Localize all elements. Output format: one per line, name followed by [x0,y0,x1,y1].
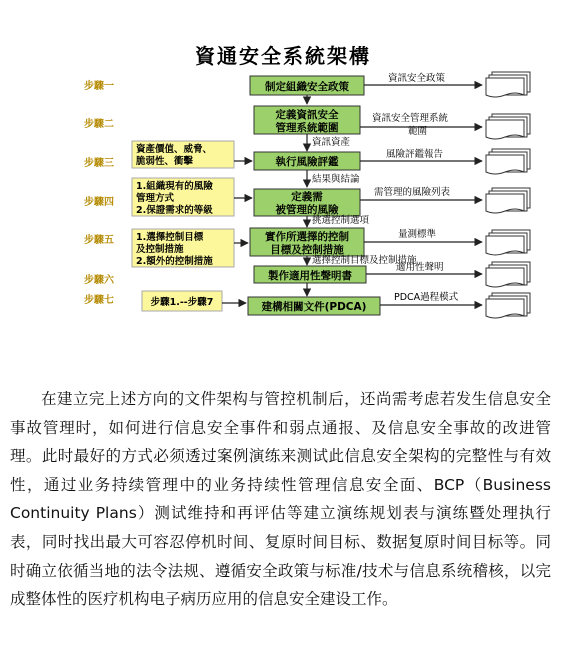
output-label: 範圍 [408,126,428,137]
process-box-text: 製作適用性聲明書 [268,270,352,282]
step-label-3: 步驟三 [84,158,114,169]
document-stack-icon [486,149,530,174]
connector-label: 挑選控制選項 [312,215,370,226]
process-box-text: 制定組織安全政策 [265,81,349,93]
process-box-4 [254,189,360,216]
step-label-4: 步驟四 [84,197,114,208]
output-label: 量測標準 [398,229,437,240]
document-stack-icon [486,114,530,139]
process-box-6 [254,266,366,283]
input-box-text: 資產價值、威脅、 [136,144,213,155]
connector-label: 結果與結論 [312,174,360,185]
step-label-5: 步驟五 [84,235,114,246]
input-box-text: 脆弱性、衝擊 [136,156,194,167]
input-box-text: 2.額外的控制措施 [136,256,213,267]
input-box-step7 [142,291,222,311]
process-box-2 [254,106,360,134]
connector-label: 資訊資產 [312,137,351,148]
output-label: 資訊安全政策 [388,73,446,84]
process-box-text: 建構相關文件(PDCA) [261,301,367,313]
output-label: 適用性聲明 [396,262,444,273]
input-box-text: 1.選擇控制目標 [136,232,204,243]
process-box-text: 管理系統範圍 [275,122,339,134]
process-box-3 [254,152,360,170]
process-box-text: 實作所選擇的控制 [265,231,349,243]
connector-label: 選擇控制目標及控制措施 [312,255,417,266]
input-box-step3 [132,141,234,168]
process-box-text: 被管理的風險 [275,204,339,216]
process-box-text: 目標及控制措施 [270,244,344,256]
output-label: 資訊安全管理系統 [372,113,449,124]
input-box-step5 [132,229,234,267]
step-label-7: 步驟七 [84,295,114,306]
step-label-6: 步驟六 [84,275,114,286]
diagram-title: 資通安全系統架構 [195,44,371,68]
input-box-text: 及控制措施 [136,244,184,255]
step-label-1: 步驟一 [84,81,114,92]
process-box-7 [248,297,380,315]
document-stack-icon [486,188,530,213]
step-label-2: 步驟二 [84,119,114,130]
input-box-text: 管理方式 [136,193,175,204]
process-box-text: 執行風險評鑑 [275,156,339,168]
body-paragraph: 在建立完上述方向的文件架构与管控机制后，还尚需考虑若发生信息安全事故管理时，如何进行信息安全事件和弱点通报、及信息安全事故的改进管理。此时最好的方式必须透过案例演练来测试此信息安全架构的完整性与有效性，通过业务持续管理中的业务持续性管理信息安全面、BCP（Business Continuity Plans）测试维持和再评估等建立演练规划表与演练暨处理执行表，同时找出最大可容忍停机时间、复原时间目标、数据复原时间目标等。同时确立依循当地的法令法规、遵循安全政策与标准/技术与信息系统稽核，以完成整体性的医疗机构电子病历应用的信息安全建设工作。 [10,390,551,609]
input-box-text: 1.組織現有的風險 [136,181,213,192]
output-label: 需管理的風險列表 [374,187,451,198]
process-box-5 [250,228,364,256]
output-label: 風險評鑑報告 [386,149,444,160]
document-stack-icon [486,72,530,97]
process-box-text: 定義資訊安全 [275,109,339,121]
document-stack-icon [486,293,530,318]
process-box-1 [250,76,364,95]
document-stack-icon [486,230,530,255]
process-box-text: 定義需 [291,191,323,203]
document-stack-icon [486,262,530,287]
input-box-text: 2.保證需求的等級 [136,205,213,216]
input-box-text: 步驟1.--步驟7 [150,297,214,308]
input-box-step4 [132,178,234,216]
output-label: PDCA過程模式 [394,292,459,303]
